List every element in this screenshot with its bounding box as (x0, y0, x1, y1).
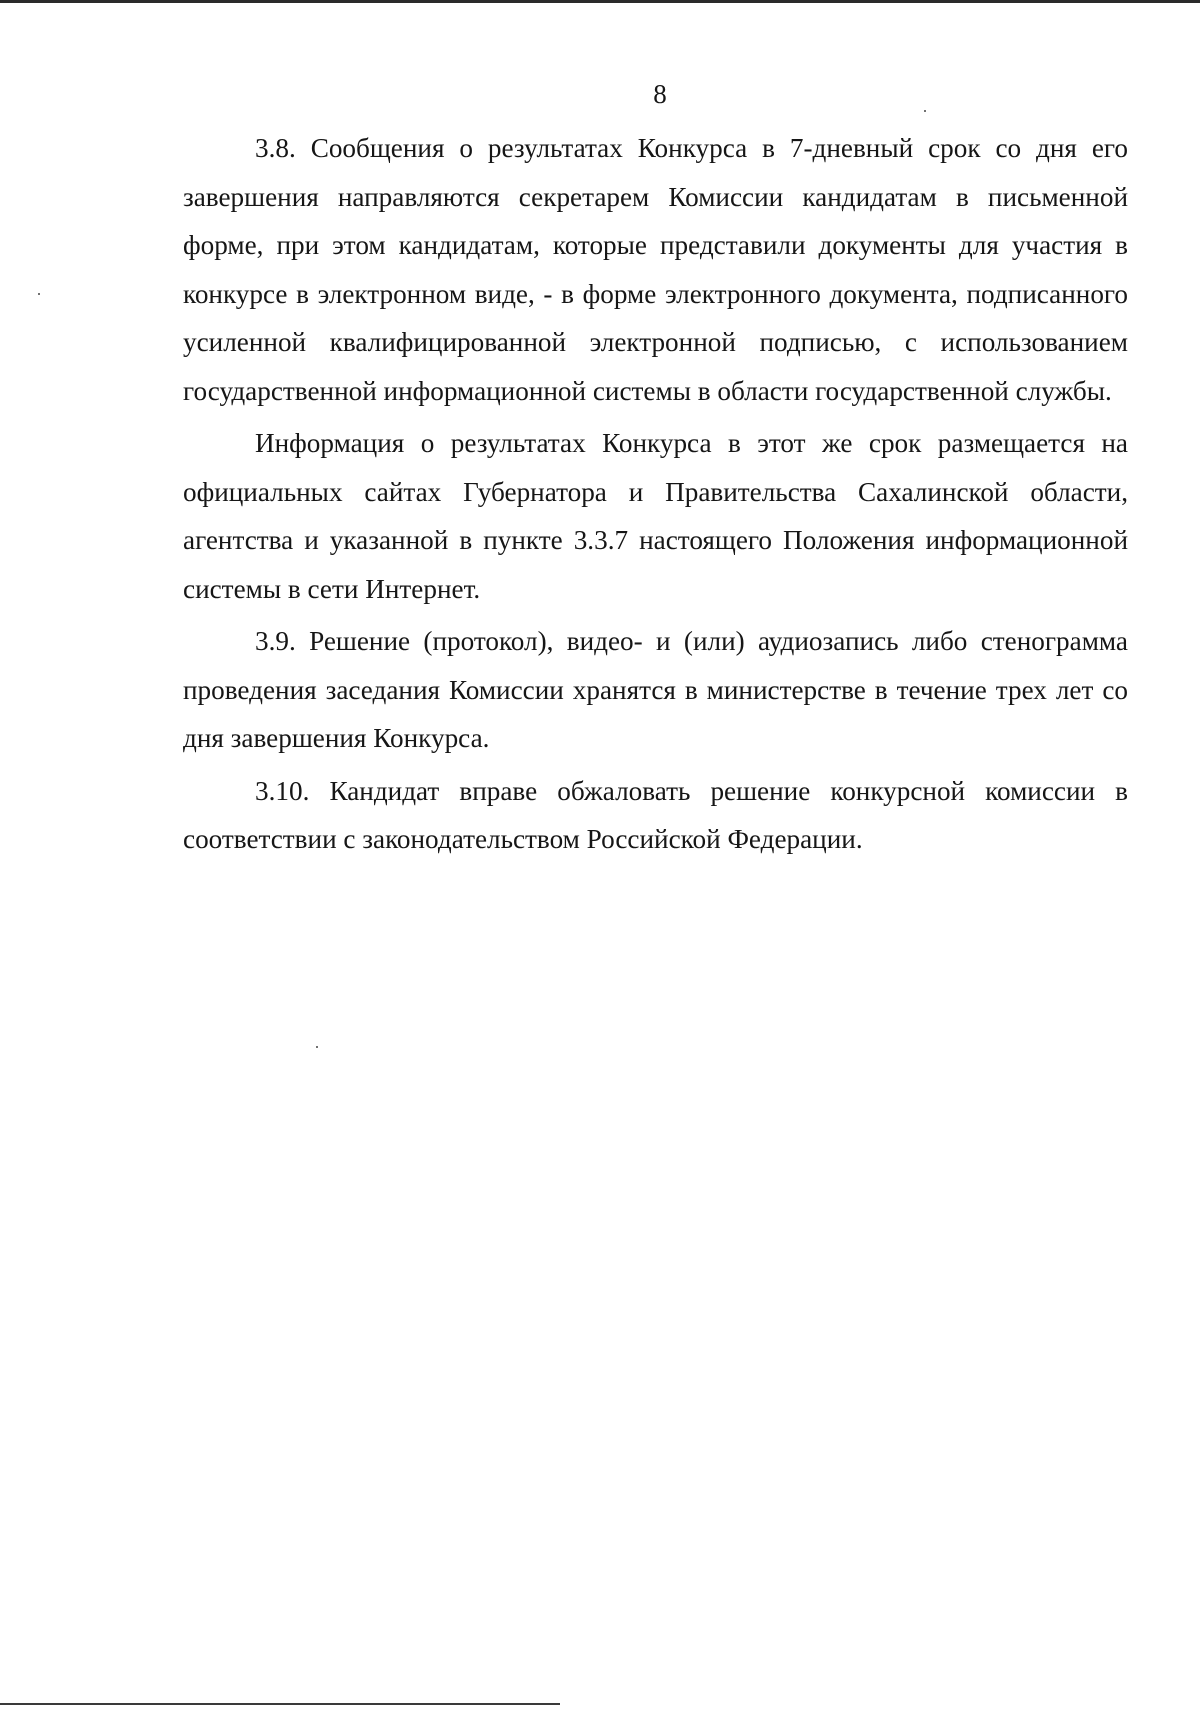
scan-edge-top (0, 0, 1200, 3)
paragraph-3-10: 3.10. Кандидат вправе обжаловать решение конкурсной комиссии в соответствии с законодательством Российской Федерации. (183, 775, 1128, 854)
page-number: 8 (653, 79, 667, 109)
paragraph-3-8: 3.8. Сообщения о результатах Конкурса в 7-дневный срок со дня его завершения направляются секретарем Комиссии кандидатам в письменной форме, при этом кандидатам, которые представили документы для участия в конкурсе в электронном виде, - в форме электронного документа, подписанного усиленной квалифицированной электронной подписью, с использованием государственной информационной системы в области государственной службы. (183, 133, 1128, 406)
scan-edge-bottom (0, 1703, 560, 1705)
scan-speck (924, 110, 926, 112)
paragraph-3-9: 3.9. Решение (протокол), видео- и (или) аудиозапись либо стенограмма проведения заседания Комиссии хранятся в министерстве в течение трех лет со дня завершения Конкурса. (183, 626, 1128, 753)
scan-speck (38, 293, 40, 295)
paragraph-results-info: Информация о результатах Конкурса в этот же срок размещается на официальных сайтах Губернатора и Правительства Сахалинской области, агентства и указанной в пункте 3.3.7 настоящего Положения информационной системы в сети Интернет. (183, 428, 1128, 604)
document-body (183, 124, 1128, 864)
scan-speck (316, 1046, 318, 1048)
